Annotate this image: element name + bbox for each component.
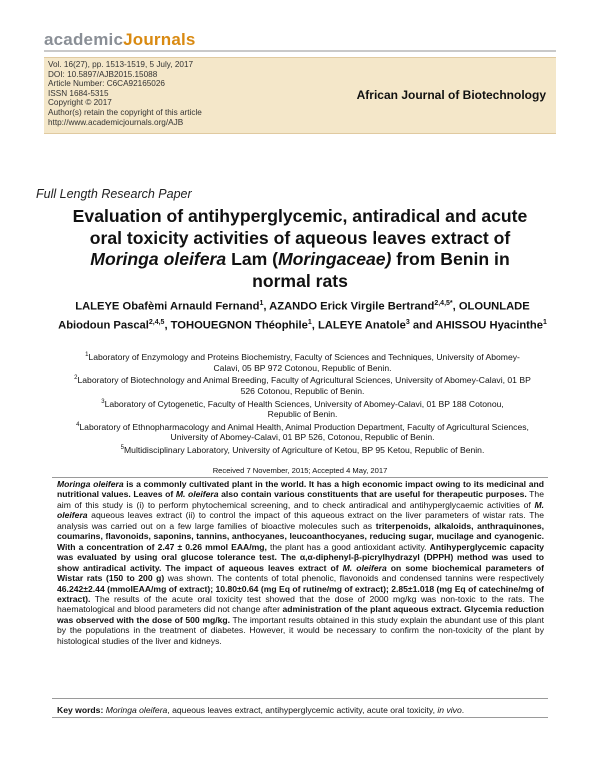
affiliation-sup: 4 <box>76 421 80 428</box>
meta-article-number: Article Number: C6CA92165026 <box>48 79 165 89</box>
affiliation-3 <box>30 397 575 410</box>
affiliation-sup: 3 <box>101 398 105 405</box>
logo-part2: Journals <box>123 30 196 49</box>
abstract-text: on some biochemical parameters of Wistar rats (150 to 200 g) <box>57 562 544 584</box>
affiliation-2-cont: 526 Cotonou, Republic of Benin. <box>240 385 365 396</box>
keyword-text: . <box>461 705 465 715</box>
affiliation-text: Multidisciplinary Laboratory, University of Agriculture of Ketou, BP 95 Ketou, Republic of Benin. <box>124 444 485 455</box>
abstract-text: Moringa oleifera <box>57 479 124 489</box>
keywords-label: Key words: <box>57 705 104 715</box>
affiliation-sup: 2 <box>74 375 78 382</box>
abstract-text: The important results obtained in this study explain the abundant use of this plant by the populations in the treatment of diabetes. However, it would be necessary to confirm the non-toxicity of the plant by histological studies of the liver and kidneys. <box>57 614 544 646</box>
affiliations <box>30 350 575 456</box>
meta-rights: Author(s) retain the copyright of this article <box>48 107 202 117</box>
meta-volume: Vol. 16(27), pp. 1513-1519, 5 July, 2017 <box>48 60 194 69</box>
keywords-bottom-rule <box>52 717 548 718</box>
affiliation-2 <box>30 373 575 386</box>
abstract-text: the plant has a good antioxidant activity. <box>266 541 430 552</box>
meta-copyright: Copyright © 2017 <box>48 98 112 108</box>
author-name: LALEYE Obafèmi Arnauld Fernand <box>75 300 260 313</box>
affiliation-text: Laboratory of Ethnopharmacology and Animal Health, Animal Production Department, Faculty of Agricultural Sciences, <box>79 421 529 432</box>
abstract-text: was shown. The contents of total phenolic, flavonoids and condensed tannins were respectively <box>164 573 544 584</box>
title-family: Moringaceae) <box>278 249 392 269</box>
abstract-text: also contain various constituents that are useful for therapeutic purposes. <box>218 489 527 500</box>
author-affil-sup: 1 <box>307 318 312 326</box>
title-species: Moringa oleifera <box>90 249 227 269</box>
keyword-text: , aqueous leaves extract, antihyperglycemic activity, acute oral toxicity, <box>167 705 435 715</box>
publisher-logo <box>44 30 196 50</box>
author-line-2 <box>30 315 575 334</box>
affiliation-1 <box>30 350 575 363</box>
keyword-text: Moringa oleifera <box>103 705 168 715</box>
paper-title <box>40 206 560 292</box>
logo-divider <box>44 50 556 52</box>
affiliation-4 <box>30 420 575 433</box>
received-dates: Received 7 November, 2015; Accepted 4 May, 2017 <box>212 466 388 475</box>
affiliation-text: Laboratory of Enzymology and Proteins Biochemistry, Faculty of Sciences and Techniques, University of Abomey- <box>88 351 520 362</box>
affiliation-sup: 5 <box>120 445 124 452</box>
abstract-text: is a commonly cultivated plant in the world. It has a high economic impact owing to its medicinal and nutritional values. Leaves of <box>57 479 544 500</box>
author-affil-sup: 2,4,5 <box>148 318 165 326</box>
paper-type: Full Length Research Paper <box>36 187 192 201</box>
author-name: , OLOUNLADE <box>452 300 530 313</box>
title-tail: from Benin in <box>391 249 510 269</box>
abstract-text: aqueous leaves extract (ii) to control the impact of this aqueous extract on the liver parameters of wistar rats. The analysis was carried out on a few large families of bioactive molecules such as <box>57 510 544 531</box>
keyword-text: in vivo <box>434 705 462 715</box>
affiliation-3-cont: Republic of Benin. <box>267 409 338 420</box>
author-name: , LALEYE Anatole <box>311 319 406 332</box>
affiliation-1-cont: Calavi, 05 BP 972 Cotonou, Republic of Benin. <box>213 362 392 373</box>
affiliation-text: Laboratory of Biotechnology and Animal Breeding, Faculty of Agricultural Sciences, University of Abomey-Calavi, 01 BP <box>77 375 531 386</box>
abstract-text: 46.242±2.44 (mmolEAA/mg of extract); 10.80±0.64 (mg Eq of rutine/mg of extract); 2.85±1.018 (mg Eq of catechine/mg of extract). <box>57 583 544 604</box>
abstract-text: M. oleifera <box>342 562 387 573</box>
title-line-3 <box>40 249 560 271</box>
abstract-top-rule <box>52 477 548 478</box>
author-affil-sup: 3 <box>405 318 410 326</box>
abstract-text: The aim of this study is (i) to perform phytochemical screening, and to check antiradical and antihyperglycaemic activities of <box>57 489 544 510</box>
meta-issn: ISSN 1684-5315 <box>48 88 109 98</box>
author-name: , TOHOUEGNON Théophile <box>164 319 308 332</box>
affiliation-sup: 1 <box>85 352 89 358</box>
affiliation-text: Laboratory of Cytogenetic, Faculty of Health Sciences, University of Abomey-Calavi, 01 BP 188 Cotonou, <box>104 398 504 409</box>
affiliation-5 <box>30 443 575 456</box>
meta-url-link[interactable]: http://www.academicjournals.org/AJB <box>48 117 184 127</box>
keywords <box>57 705 544 715</box>
title-line-4: normal rats <box>252 270 348 291</box>
abstract <box>57 479 544 646</box>
logo-part1: academic <box>44 30 124 49</box>
author-name: and AHISSOU Hyacinthe <box>409 319 543 332</box>
abstract-text: M. oleifera <box>175 489 219 500</box>
journal-name: African Journal of Biotechnology <box>356 88 546 102</box>
author-affil-sup: 2,4,5* <box>434 300 453 307</box>
abstract-text: triterpenoids, alkaloids, anthraquinones, coumarins, flavonoids, saponins, tannins, anthocyanes, leucoanthocyanes, reducing sugar, mucilage and cyanogenic. With a concentration of 2.47 ± 0.26 mmol EAA/mg, <box>57 520 544 552</box>
title-line-1: Evaluation of antihyperglycemic, antiradical and acute <box>72 206 528 226</box>
meta-doi[interactable]: DOI: 10.5897/AJB2015.15088 <box>48 69 158 79</box>
abstract-bottom-rule <box>52 698 548 699</box>
author-affil-sup: 1 <box>542 318 547 326</box>
meta-list <box>48 60 202 127</box>
title-mid: Lam ( <box>226 249 278 269</box>
abstract-text: The results of the acute oral toxicity test showed that the dose of 2000 mg/kg was non-toxic to the rats. The haematological and blood parameters did not change after <box>57 593 544 615</box>
author-line-1 <box>30 296 575 315</box>
author-name: Abiodoun Pascal <box>58 319 149 332</box>
title-line-2: oral toxicity activities of aqueous leaves extract of <box>89 227 511 248</box>
abstract-text: administration of the plant aqueous extract. Glycemia reduction was observed with the dose of 500 mg/kg. <box>57 604 544 625</box>
abstract-text: M. oleifera <box>57 499 544 521</box>
author-affil-sup: 1 <box>259 300 264 307</box>
author-list <box>30 296 575 333</box>
abstract-text: Antihyperglycemic capacity was evaluated by using oral glucose tolerance test. The α,α-diphenyl-β-picrylhydrazyl (DPPH) method was used to show antiradical activity. The impact of aqueous leaves extract of <box>57 541 544 573</box>
affiliation-4-cont: University of Abomey-Calavi, 01 BP 526, Cotonou, Republic of Benin. <box>170 432 435 443</box>
author-name: , AZANDO Erick Virgile Bertrand <box>263 300 435 313</box>
article-meta-box <box>44 57 556 134</box>
